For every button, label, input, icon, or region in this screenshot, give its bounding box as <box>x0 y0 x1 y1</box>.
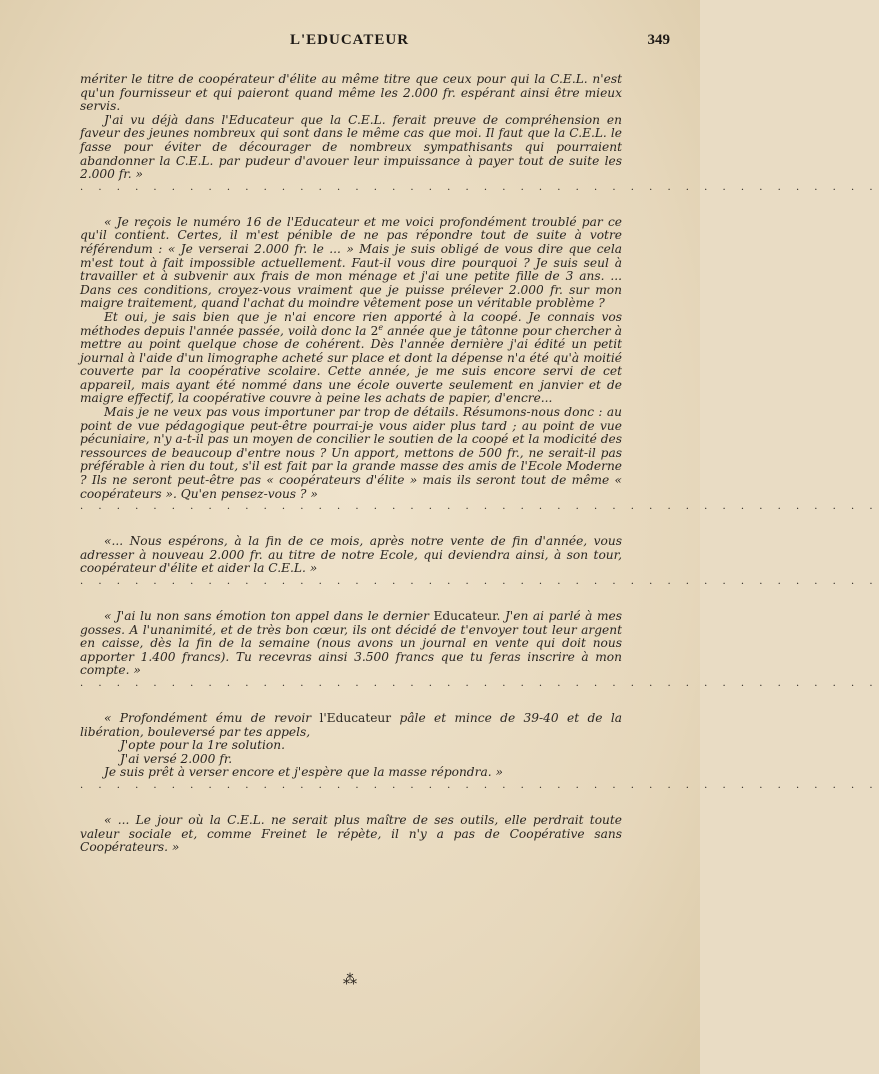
paragraph <box>80 610 622 678</box>
paragraph: « ... Le jour où la C.E.L. ne serait plus maître de ses outils, elle perdrait toute valeur sociale et, comme Freinet le répète, il n'y a pas de Coopérative sans Coopérateurs. » <box>80 812 622 855</box>
text-run: pâle et mince de 39-40 et de la libération, bouleversé par tes appels, <box>80 710 623 739</box>
page-header <box>80 32 670 54</box>
running-title: L'EDUCATEUR <box>290 32 410 48</box>
separator-dots: . . . . . . . . . . . . . . . . . . . . . . . . . . . . . . . . . . . . . . . . . . . . <box>80 677 879 689</box>
paragraph: J'ai vu déjà dans l'Educateur que la C.E.L. ferait preuve de compréhension en faveur des jeunes nombreux qui sont dans le même cas que moi. Il faut que la C.E.L. le fasse pour éviter de décourager de nombreux sympathisants qui pourraient abandonner la C.E.L. par pudeur d'avouer leur impuissance à payer tout de suite les 2.000 fr. » <box>80 112 622 182</box>
paragraph: «... Nous espérons, à la fin de ce mois, après notre vente de fin d'année, vous adresser à nouveau 2.000 fr. au titre de notre Ecole, qui deviendra ainsi, à son tour, coopérateur d'élite et aider la C.E.L. » <box>80 534 622 576</box>
ordinal-suffix: e <box>378 322 384 332</box>
text-run: « J'ai lu non sans émotion ton appel dans le dernier <box>104 609 429 623</box>
paragraph: mériter le titre de coopérateur d'élite au même titre que ceux pour qui la C.E.L. n'est qu'un fournisseur et qui paieront quand même les 2.000 fr. espérant ainsi être mieux servis. <box>80 72 622 114</box>
journal-name: l'Educateur <box>319 710 392 725</box>
separator-dots: . . . . . . . . . . . . . . . . . . . . . . . . . . . . . . . . . . . . . . . . . . . . <box>80 181 879 193</box>
paragraph <box>80 712 622 739</box>
page-number: 349 <box>647 32 670 48</box>
article-body <box>80 72 879 855</box>
paragraph: « Je reçois le numéro 16 de l'Educateur et me voici profondément troublé par ce qu'il contient. Certes, il m'est pénible de ne pas répondre tout de suite à votre référendum : « Je verserai 2.000 fr. le ... » Mais je suis obligé de vous dire que cela m'est tout à fait impossible actuellement. Faut-il vous dire pourquoi ? Je suis seul à travailler et à subvenir aux frais de mon ménage et j'ai une petite fille de 3 ans. ... Dans ces conditions, croyez-vous vraiment que je puisse prélever 2.000 fr. sur mon maigre traitement, quand l'achat du moindre vêtement pose un véritable problème ? <box>80 214 622 311</box>
separator-dots: . . . . . . . . . . . . . . . . . . . . . . . . . . . . . . . . . . . . . . . . . . . . <box>80 501 879 513</box>
text-run: J'en ai parlé à mes gosses. A l'unanimité, et de très bon cœur, ils ont décidé de t'envoyer tout leur argent en caisse, dès la fin de la semaine (nous avons un journal en vente qui doit nous apporter 1.400 francs). Tu recevras ainsi 3.500 francs que tu feras inscrire à mon compte. » <box>80 609 622 678</box>
paragraph <box>80 311 622 406</box>
list-line: J'opte pour la 1re solution. <box>120 738 285 753</box>
text-run: Et oui, je sais bien que je n'ai encore rien apporté à la coopé. Je connais vos méthodes depuis l'année passée, voilà donc la <box>80 309 622 338</box>
ordinal-number: 2 <box>370 323 379 338</box>
text-run: « Profondément ému de revoir <box>104 710 312 725</box>
text-run: année que je tâtonne pour chercher à mettre au point quelque chose de cohérent. Dès l'année dernière j'ai édité un petit journal à l'aide d'un limographe acheté sur place et dont la dépense n'a été qu'à moitié couverte par la coopérative scolaire. Cette année, je me suis encore servi de cet appareil, mais ayant été nommé dans une école ouverte seulement en janvier et de maigre effectif, la coopérative couvre à peine les achats de papier, d'encre... <box>80 323 622 406</box>
paragraph: Je suis prêt à verser encore et j'espère que la masse répondra. » <box>104 765 503 780</box>
list-line: J'ai versé 2.000 fr. <box>120 751 233 766</box>
journal-name: Educateur. <box>433 609 501 623</box>
separator-dots: . . . . . . . . . . . . . . . . . . . . . . . . . . . . . . . . . . . . . . . . . . . . <box>80 779 879 791</box>
end-ornament: ⁂ <box>343 972 357 988</box>
separator-dots: . . . . . . . . . . . . . . . . . . . . . . . . . . . . . . . . . . . . . . . . . . . . <box>80 576 879 587</box>
paragraph: Mais je ne veux pas vous importuner par trop de détails. Résumons-nous donc : au point de vue pédagogique peut-être pourrai-je vous aider plus tard ; au point de vue pécuniaire, n'y a-t-il pas un moyen de concilier le soutien de la coopé et la modicité des ressources de beaucoup d'entre nous ? Un apport, mettons de 500 fr., ne serait-il pas préférable à rien du tout, s'il est fait par la grande masse des amis de l'Ecole Moderne ? Ils ne seront peut-être pas « coopérateurs d'élite » mais ils seront tout de même « coopérateurs ». Qu'en pensez-vous ? » <box>80 405 622 501</box>
